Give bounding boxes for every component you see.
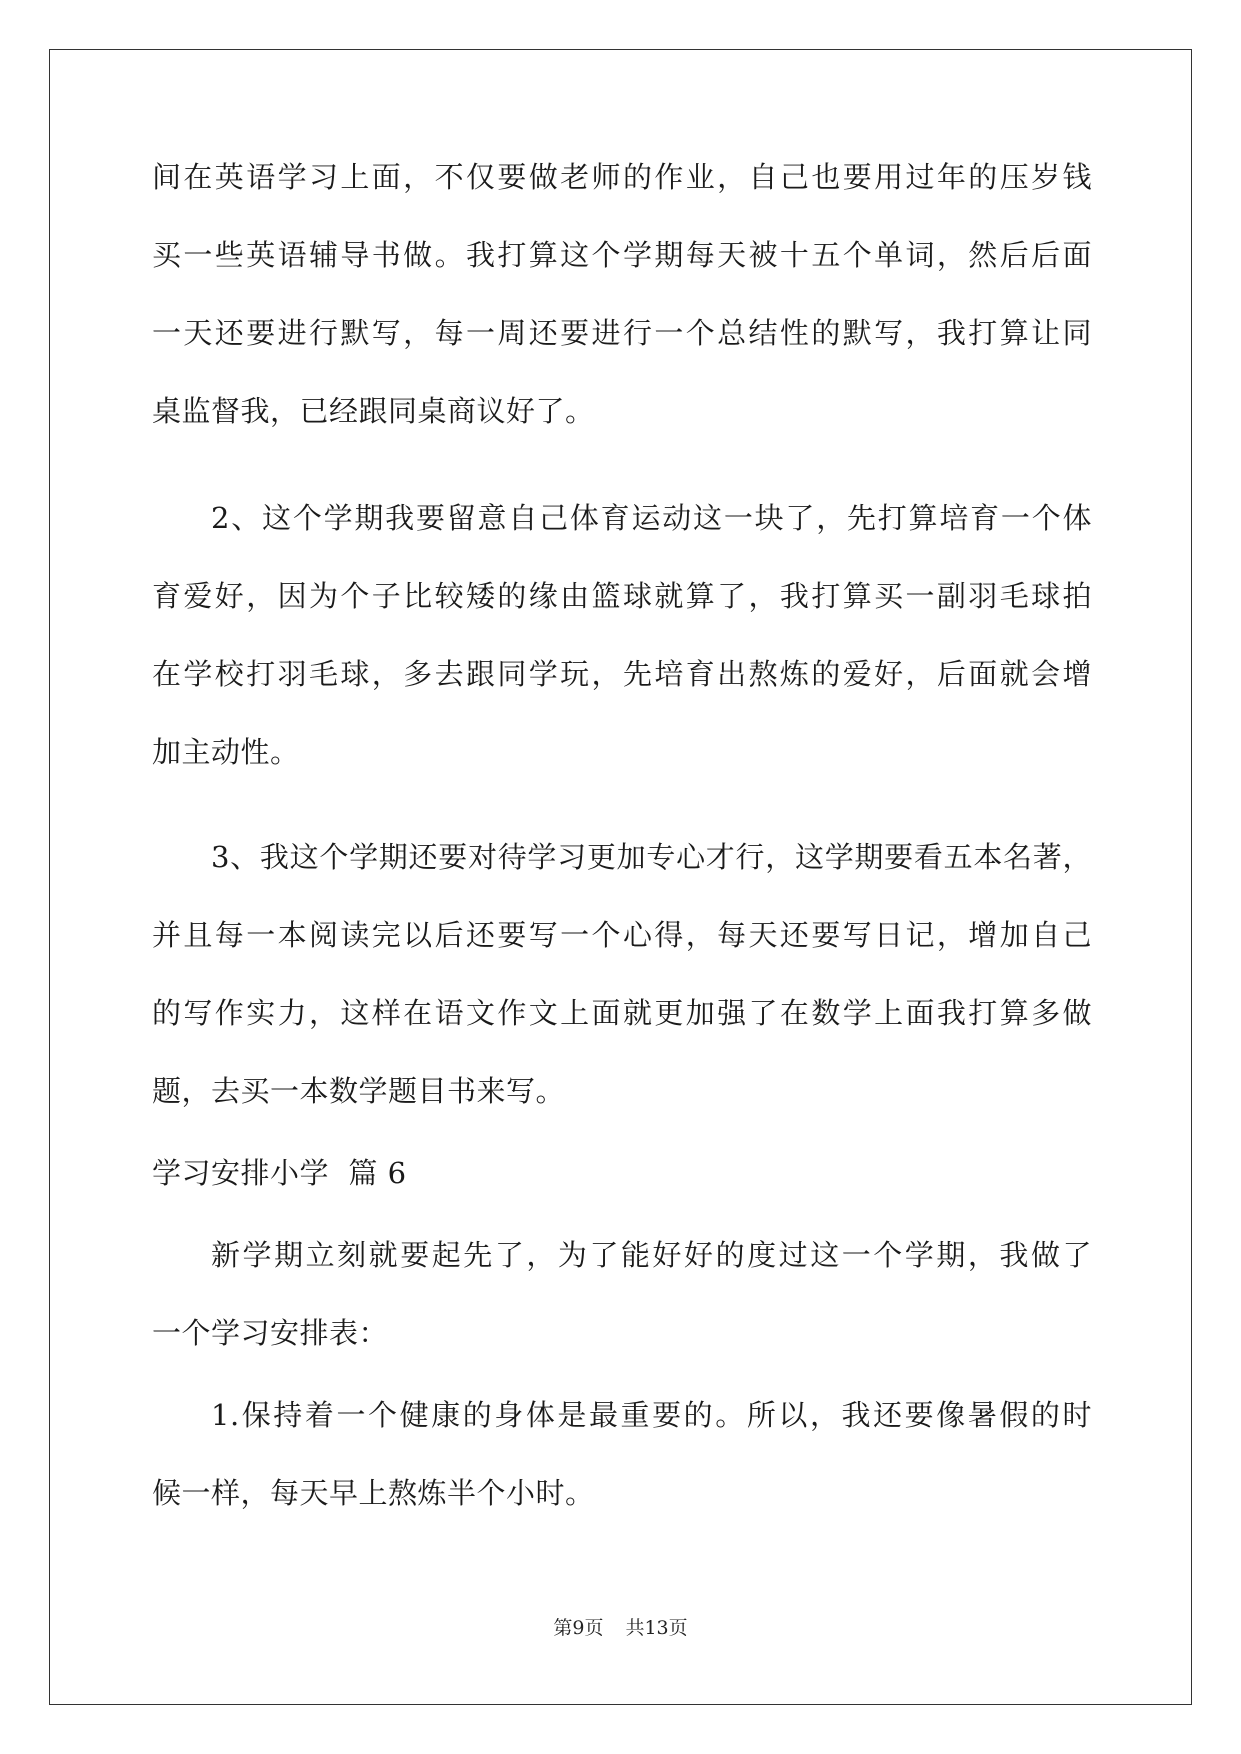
paragraph-line: 1.保持着一个健康的身体是最重要的。所以，我还要像暑假的时 (211, 1398, 1092, 1432)
paragraph-line: 育爱好，因为个子比较矮的缘由篮球就算了，我打算买一副羽毛球拍 (152, 579, 1092, 613)
paragraph-line: 并且每一本阅读完以后还要写一个心得，每天还要写日记，增加自己 (152, 918, 1092, 952)
paragraph-line: 加主动性。 (152, 735, 300, 769)
paragraph-line: 新学期立刻就要起先了，为了能好好的度过这一个学期，我做了 (211, 1238, 1092, 1272)
page-number: 第9页 (553, 1617, 604, 1639)
paragraph-line: 一天还要进行默写，每一周还要进行一个总结性的默写，我打算让同 (152, 316, 1092, 350)
paragraph-line: 间在英语学习上面，不仅要做老师的作业，自己也要用过年的压岁钱 (152, 160, 1092, 194)
paragraph-line: 2、这个学期我要留意自己体育运动这一块了，先打算培育一个体 (211, 501, 1092, 535)
section-heading: 学习安排小学 篇 6 (152, 1156, 407, 1190)
paragraph-line: 题，去买一本数学题目书来写。 (152, 1074, 566, 1108)
page-footer (0, 1616, 1241, 1640)
page-total: 共13页 (625, 1617, 688, 1639)
paragraph-line: 买一些英语辅导书做。我打算这个学期每天被十五个单词，然后后面 (152, 238, 1092, 272)
paragraph-line: 桌监督我，已经跟同桌商议好了。 (152, 394, 595, 428)
page-border (49, 49, 1192, 1705)
paragraph-line: 一个学习安排表： (152, 1316, 389, 1350)
paragraph-line: 在学校打羽毛球，多去跟同学玩，先培育出熬炼的爱好，后面就会增 (152, 657, 1092, 691)
paragraph-line: 候一样，每天早上熬炼半个小时。 (152, 1476, 595, 1510)
paragraph-line: 的写作实力，这样在语文作文上面就更加强了在数学上面我打算多做 (152, 996, 1092, 1030)
paragraph-line: 3、我这个学期还要对待学习更加专心才行，这学期要看五本名著， (211, 840, 1092, 874)
